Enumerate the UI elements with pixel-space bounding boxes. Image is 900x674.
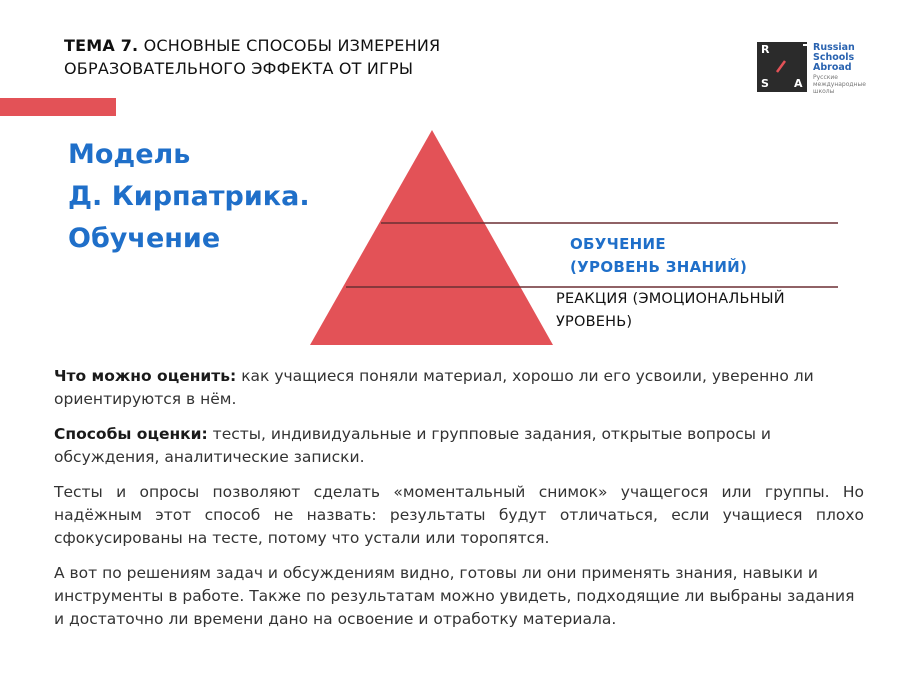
logo-sub-line3: школы [813, 88, 835, 95]
slide-title-line2: Д. Кирпатрика. [68, 181, 310, 212]
level-reaction-line2: УРОВЕНЬ) [556, 314, 633, 330]
evaluation-methods-label: Способы оценки: [54, 425, 208, 443]
logo-name-line3: Abroad [813, 62, 852, 73]
level-learning-line1: ОБУЧЕНИЕ [570, 235, 666, 253]
logo-sub-line2: международные [813, 81, 866, 88]
level-learning-label [570, 233, 747, 279]
slide-title-line1: Модель [68, 139, 191, 170]
what-to-evaluate-text: как учащиеся поняли материал, хорошо ли его усвоили, уверенно ли ориентируются в нём. [54, 367, 814, 408]
header-title-line2: ОБРАЗОВАТЕЛЬНОГО ЭФФЕКТА ОТ ИГРЫ [64, 59, 414, 78]
level-learning-line2: (УРОВЕНЬ ЗНАНИЙ) [570, 258, 748, 276]
header-title-line1: ОСНОВНЫЕ СПОСОБЫ ИЗМЕРЕНИЯ [143, 36, 441, 55]
logo-letter-a: A [794, 77, 803, 90]
slide-title-line3: Обучение [68, 223, 221, 254]
evaluation-methods-text: тесты, индивидуальные и групповые задания, открытые вопросы и обсуждения, аналитические записки. [54, 425, 771, 466]
pyramid-triangle [310, 130, 553, 345]
topic-label: ТЕМА 7. [64, 36, 139, 55]
what-to-evaluate-label: Что можно оценить: [54, 367, 237, 385]
paragraph-evaluation-methods [54, 423, 864, 469]
paragraph-tasks: А вот по решениям задач и обсуждениям видно, готовы ли они применять знания, навыки и инструменты в работе. Также по результатам можно увидеть, подходящие ли выбраны задания и достаточно ли времени дано на освоение и отработку материала. [54, 564, 855, 628]
logo-name-line2: Schools [813, 52, 855, 63]
logo-letter-r: R [761, 43, 770, 56]
logo-name-line1: Russian [813, 42, 855, 53]
logo-letter-s: S [761, 77, 769, 90]
level-reaction-line1: РЕАКЦИЯ (ЭМОЦИОНАЛЬНЫЙ [556, 291, 785, 307]
slide-body [54, 365, 864, 643]
paragraph-tests: Тесты и опросы позволяют сделать «моментальный снимок» учащегося или группы. Но надёжным этот способ не назвать: результаты будут отличаться, если учащиеся плохо сфокусированы на тесте, потому что устали или торопятся. [54, 483, 864, 547]
paragraph-what-to-evaluate [54, 365, 864, 411]
logo-sub-line1: Русские [813, 74, 838, 81]
level-reaction-label [556, 288, 785, 334]
